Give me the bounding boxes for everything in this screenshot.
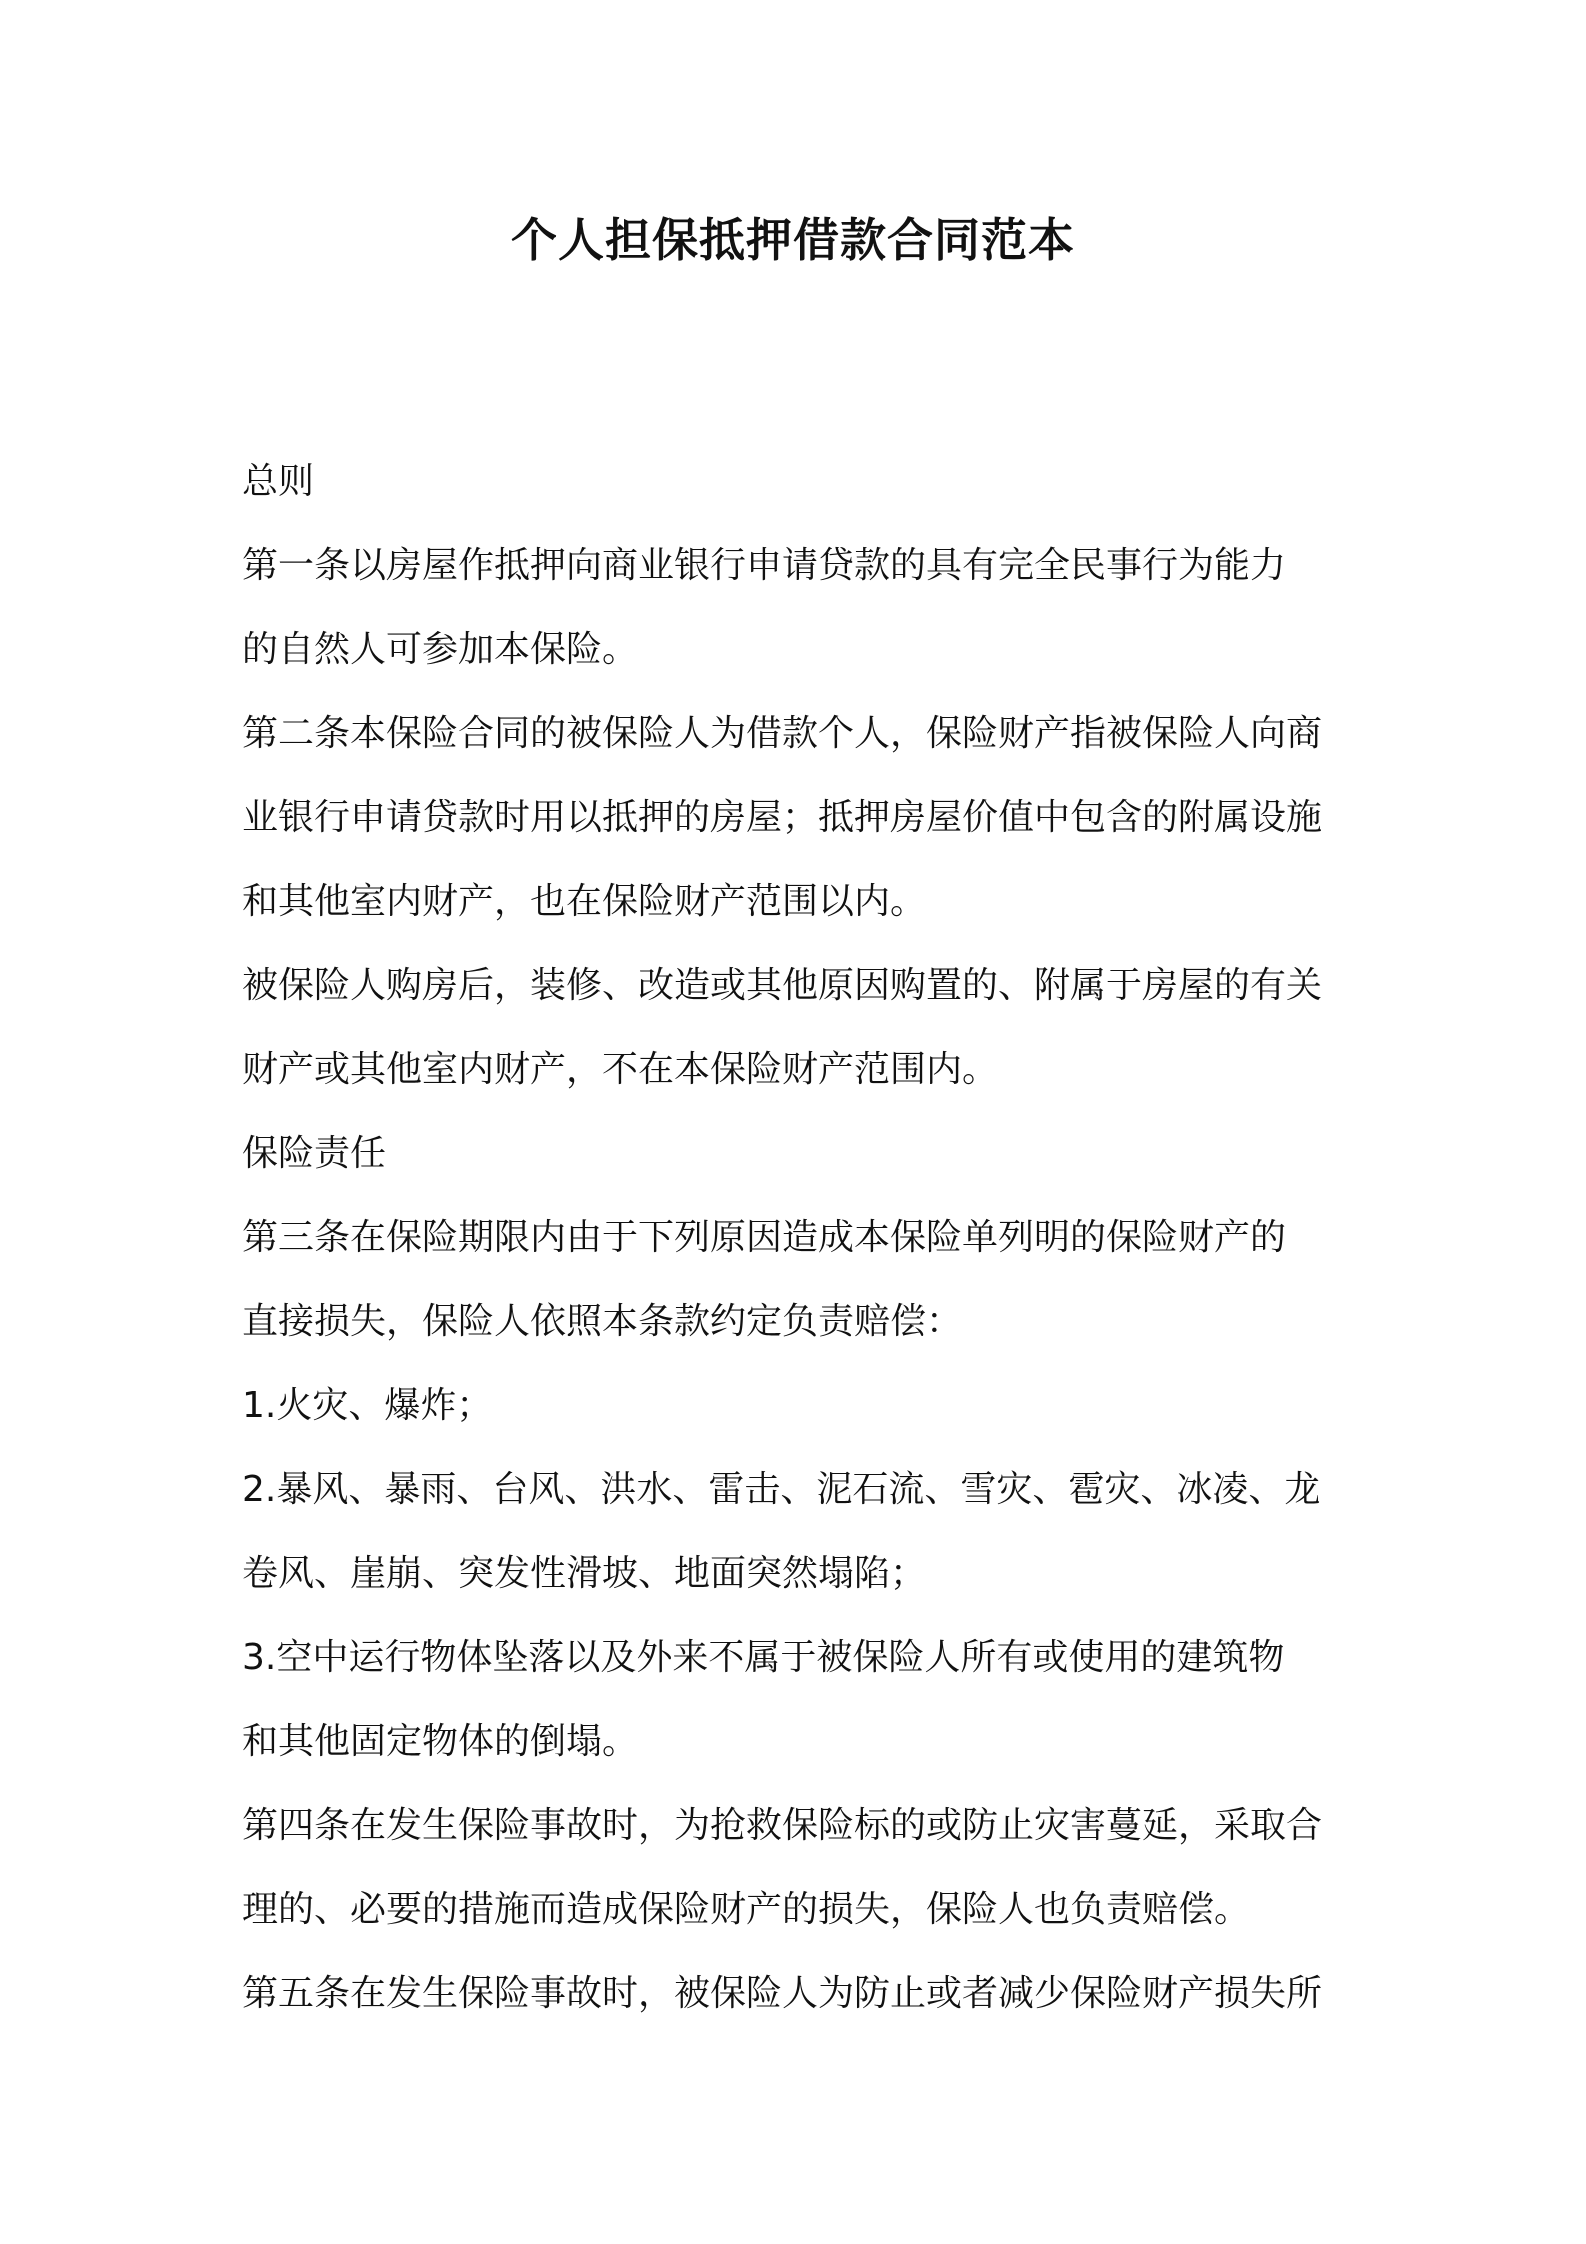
section-heading-general: 总则 bbox=[242, 461, 315, 502]
text-line: 第三条在保险期限内由于下列原因造成本保险单列明的保险财产的 bbox=[242, 1217, 1287, 1258]
text-line: 和其他室内财产，也在保险财产范围以内。 bbox=[242, 881, 927, 922]
text-line: 被保险人购房后，装修、改造或其他原因购置的、附属于房屋的有关 bbox=[242, 965, 1323, 1006]
text-line: 的自然人可参加本保险。 bbox=[242, 629, 639, 670]
text-line: 和其他固定物体的倒塌。 bbox=[242, 1721, 639, 1762]
text-line: 财产或其他室内财产，不在本保险财产范围内。 bbox=[242, 1049, 999, 1090]
list-item: 3.空中运行物体坠落以及外来不属于被保险人所有或使用的建筑物 bbox=[242, 1637, 1285, 1678]
document-title: 个人担保抵押借款合同范本 bbox=[511, 213, 1075, 267]
text-line: 第五条在发生保险事故时，被保险人为防止或者减少保险财产损失所 bbox=[242, 1973, 1323, 2014]
section-heading-liability: 保险责任 bbox=[242, 1133, 387, 1174]
text-line: 业银行申请贷款时用以抵押的房屋；抵押房屋价值中包含的附属设施 bbox=[242, 797, 1323, 838]
text-line: 第四条在发生保险事故时，为抢救保险标的或防止灾害蔓延，采取合 bbox=[242, 1805, 1323, 1846]
text-line: 卷风、崖崩、突发性滑坡、地面突然塌陷； bbox=[242, 1553, 927, 1594]
text-line: 理的、必要的措施而造成保险财产的损失，保险人也负责赔偿。 bbox=[242, 1889, 1251, 1930]
text-line: 第二条本保险合同的被保险人为借款个人，保险财产指被保险人向商 bbox=[242, 713, 1323, 754]
list-item: 1.火灾、爆炸； bbox=[242, 1385, 493, 1426]
text-line: 直接损失，保险人依照本条款约定负责赔偿： bbox=[242, 1301, 963, 1342]
list-item: 2.暴风、暴雨、台风、洪水、雷击、泥石流、雪灾、雹灾、冰凌、龙 bbox=[242, 1469, 1321, 1510]
document-body bbox=[242, 440, 1362, 2036]
text-line: 第一条以房屋作抵押向商业银行申请贷款的具有完全民事行为能力 bbox=[242, 545, 1287, 586]
